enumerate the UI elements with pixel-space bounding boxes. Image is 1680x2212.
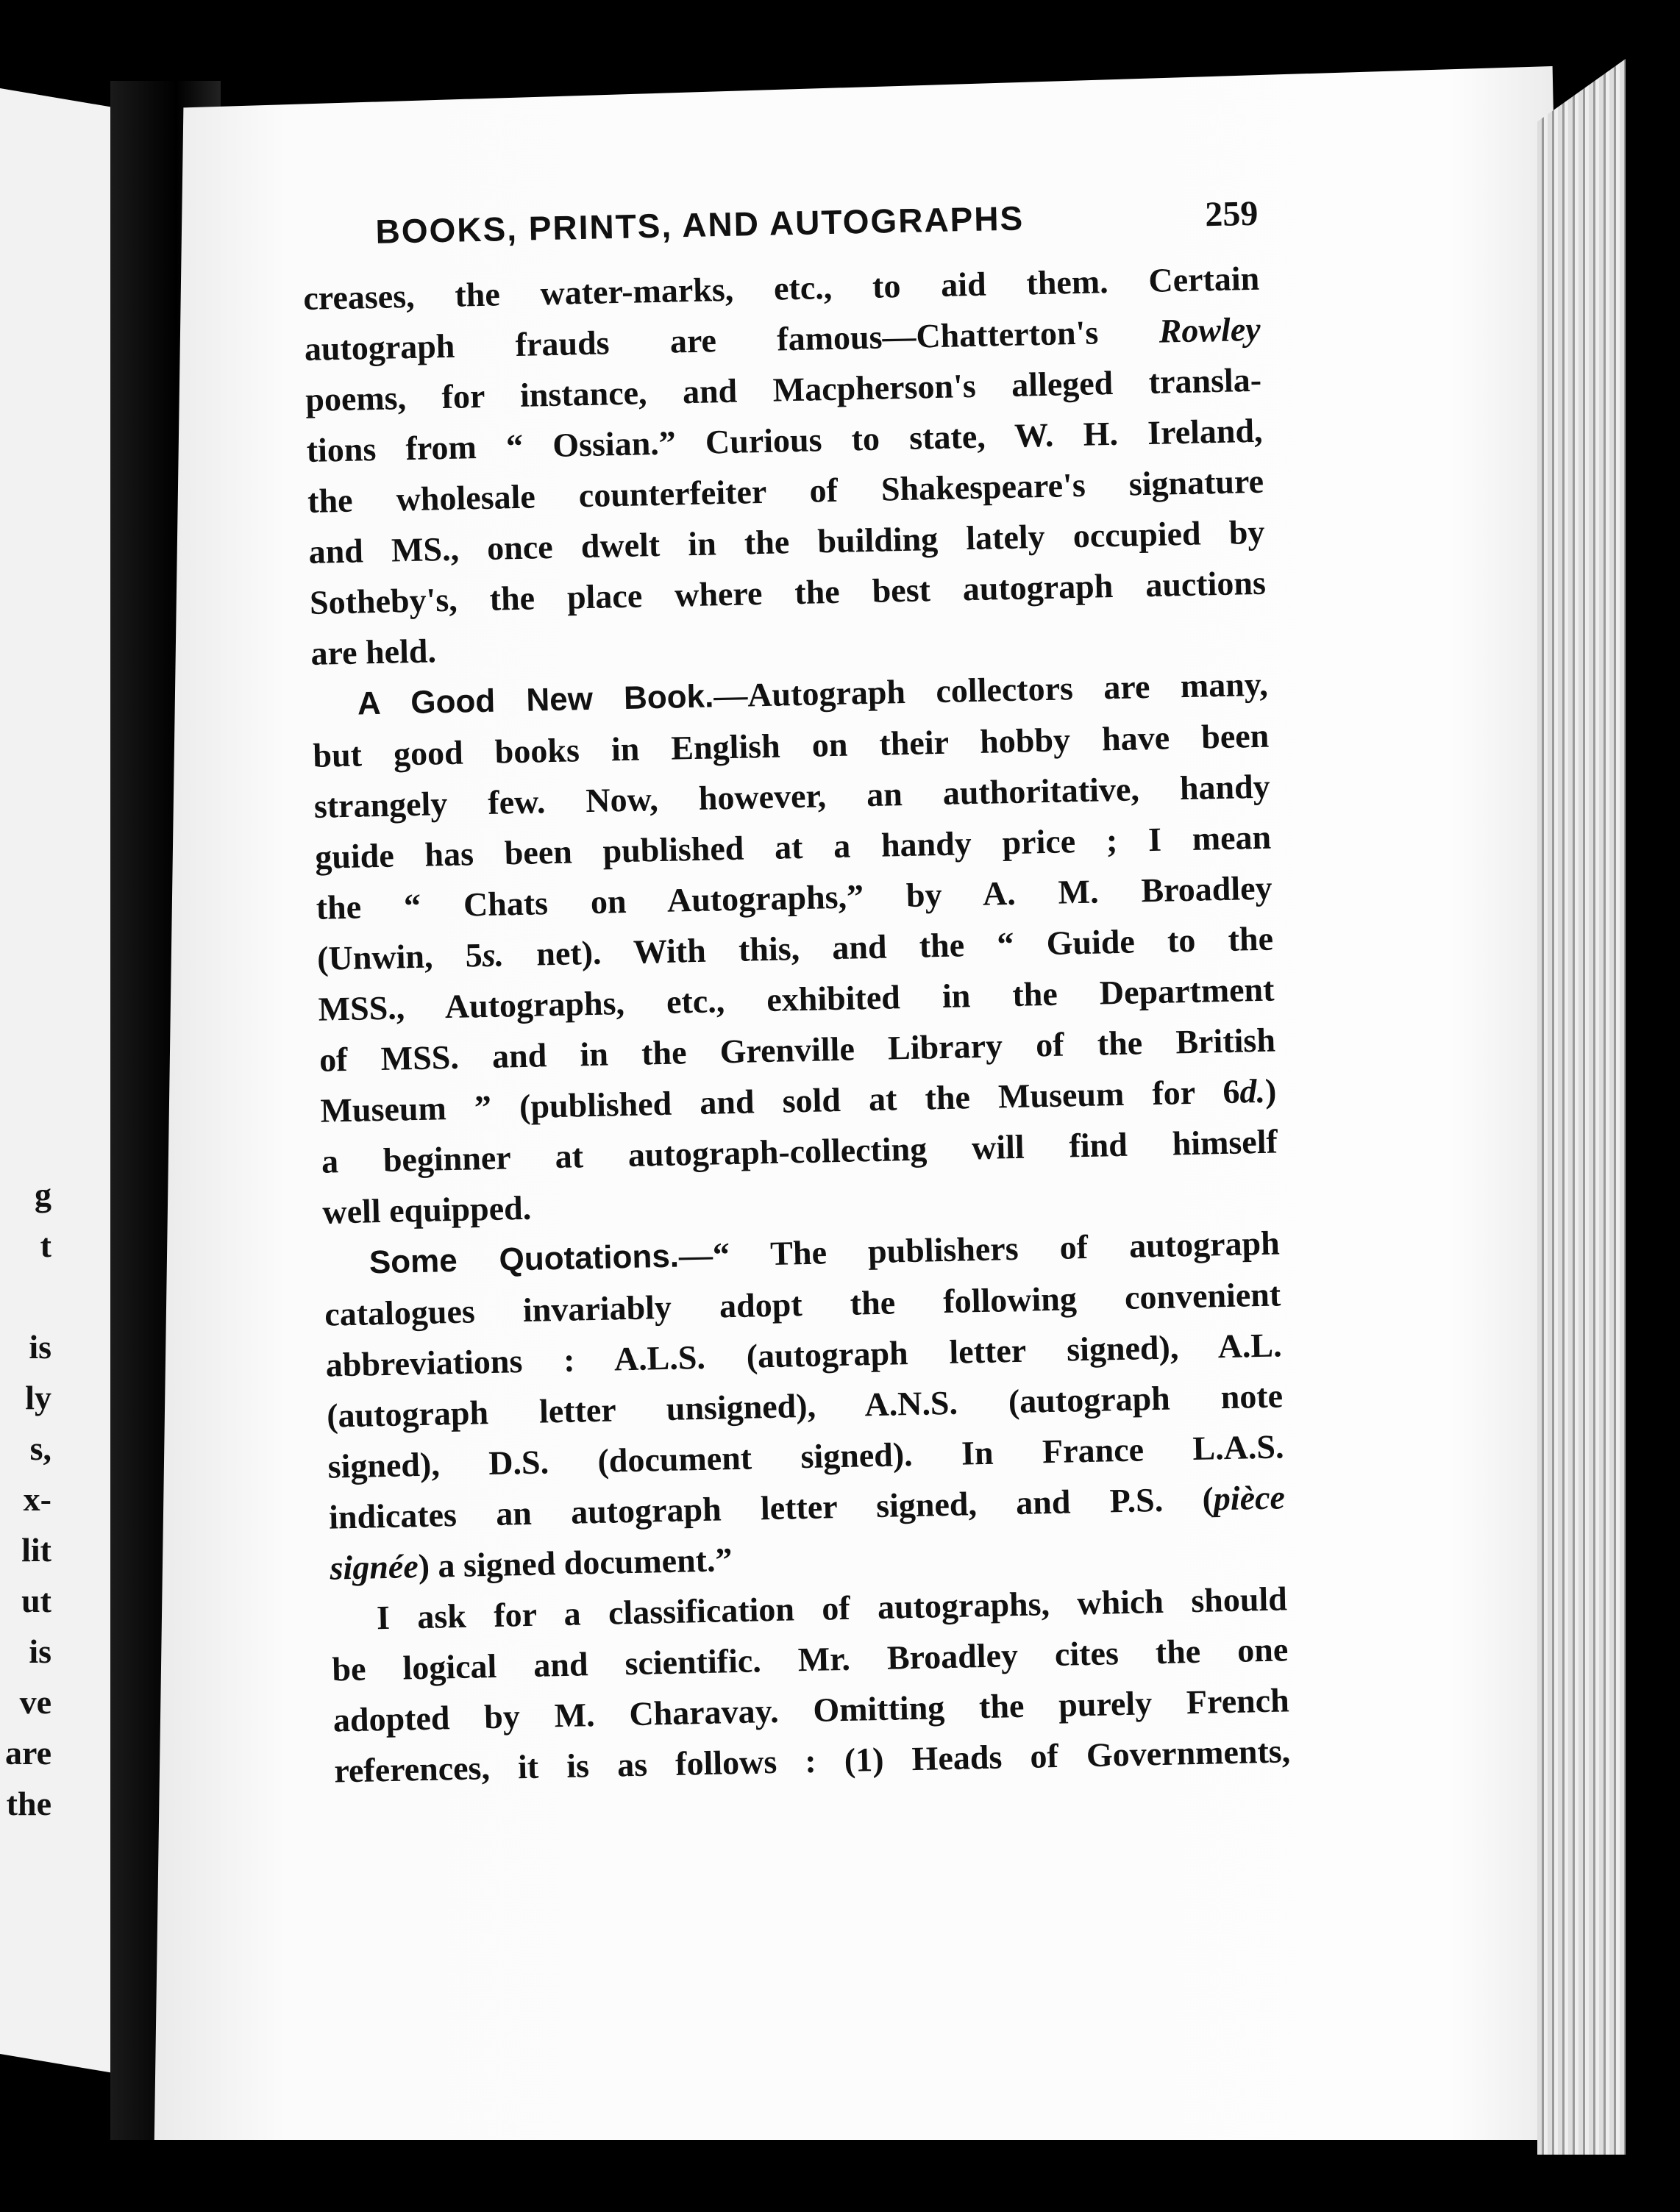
facing-page-text [0,1169,51,1829]
section-heading: A Good New Book. [357,678,714,722]
text-line: of MSS. and in the Grenville Library of the British [318,1021,1276,1079]
facing-fragment: are [4,1734,51,1772]
text-line: creases, the water-marks, etc., to aid them. Certain [302,259,1260,317]
facing-fragment: ly [25,1379,51,1416]
page-text [302,193,1291,1797]
text-line: indicates an autograph letter signed, and P.S. (pièce [328,1478,1286,1536]
text-line: the wholesale counterfeiter of Shakespeare's signature [307,462,1264,520]
text-line: autograph frauds are famous—Chatterton's Rowley [304,310,1261,368]
text-line: the “ Chats on Autographs,” by A. M. Broadley [316,868,1273,927]
text-line: (Unwin, 5s. net). With this, and the “ Guide to the [316,919,1274,977]
text-line: signed), D.S. (document signed). In France L.A.S. [327,1427,1284,1485]
text-line: catalogues invariably adopt the following convenient [324,1275,1281,1333]
facing-fragment [0,1271,51,1321]
text-line: poems, for instance, and Macpherson's alleged transla- [305,360,1262,418]
text-line: abbreviations : A.L.S. (autograph letter signed), A.L. [325,1326,1283,1384]
facing-fragment: ut [21,1582,51,1619]
text-line: signée) a signed document.” [330,1541,733,1587]
page-number: 259 [1204,193,1259,235]
text-line: MSS., Autographs, etc., exhibited in the Department [318,970,1275,1028]
text-line: and MS., once dwelt in the building lately occupied by [308,513,1265,571]
paragraph-heading-line: Some Quotations.—“ The publishers of autograph [369,1224,1281,1281]
text-line: a beginner at autograph-collecting will find himself [321,1122,1278,1180]
facing-fragment: ve [19,1683,51,1721]
paragraph-heading-line: A Good New Book.—Autograph collectors are many, [357,665,1269,722]
text-line: adopted by M. Charavay. Omitting the purely French [332,1681,1290,1739]
running-title: BOOKS, PRINTS, AND AUTOGRAPHS [374,199,1025,251]
facing-fragment: is [29,1633,51,1670]
facing-fragment: t [40,1227,51,1264]
text-line: but good books in English on their hobby have been [312,716,1270,774]
text-line: I ask for a classification of autographs, which should [376,1580,1288,1637]
page-edges [1537,59,1626,2155]
text-line: Sotheby's, the place where the best autograph auctions [309,563,1267,621]
text-line: are held. [310,632,437,672]
text-line: be logical and scientific. Mr. Broadley cites the one [331,1630,1289,1688]
text-line: (autograph letter unsigned), A.N.S. (autograph note [326,1377,1284,1435]
facing-fragment: x- [23,1480,51,1518]
text-line: well equipped. [321,1188,532,1231]
text-line: references, it is as follows : (1) Heads of Governments, [333,1732,1291,1790]
facing-fragment: the [6,1785,51,1822]
facing-fragment: g [35,1176,51,1213]
text-line: Museum ” (published and sold at the Museum for 6d.) [320,1071,1277,1130]
text-line: strangely few. Now, however, an authoritative, handy [313,767,1271,825]
facing-fragment: lit [21,1531,51,1569]
title-italic: Rowley [1158,310,1261,350]
facing-fragment: s, [29,1430,51,1467]
text-line: guide has been published at a handy price ; I mean [314,818,1272,876]
section-heading: Some Quotations. [369,1238,680,1281]
text-line: tions from “ Ossian.” Curious to state, W. H. Ireland, [306,411,1264,469]
facing-fragment: is [29,1328,51,1366]
